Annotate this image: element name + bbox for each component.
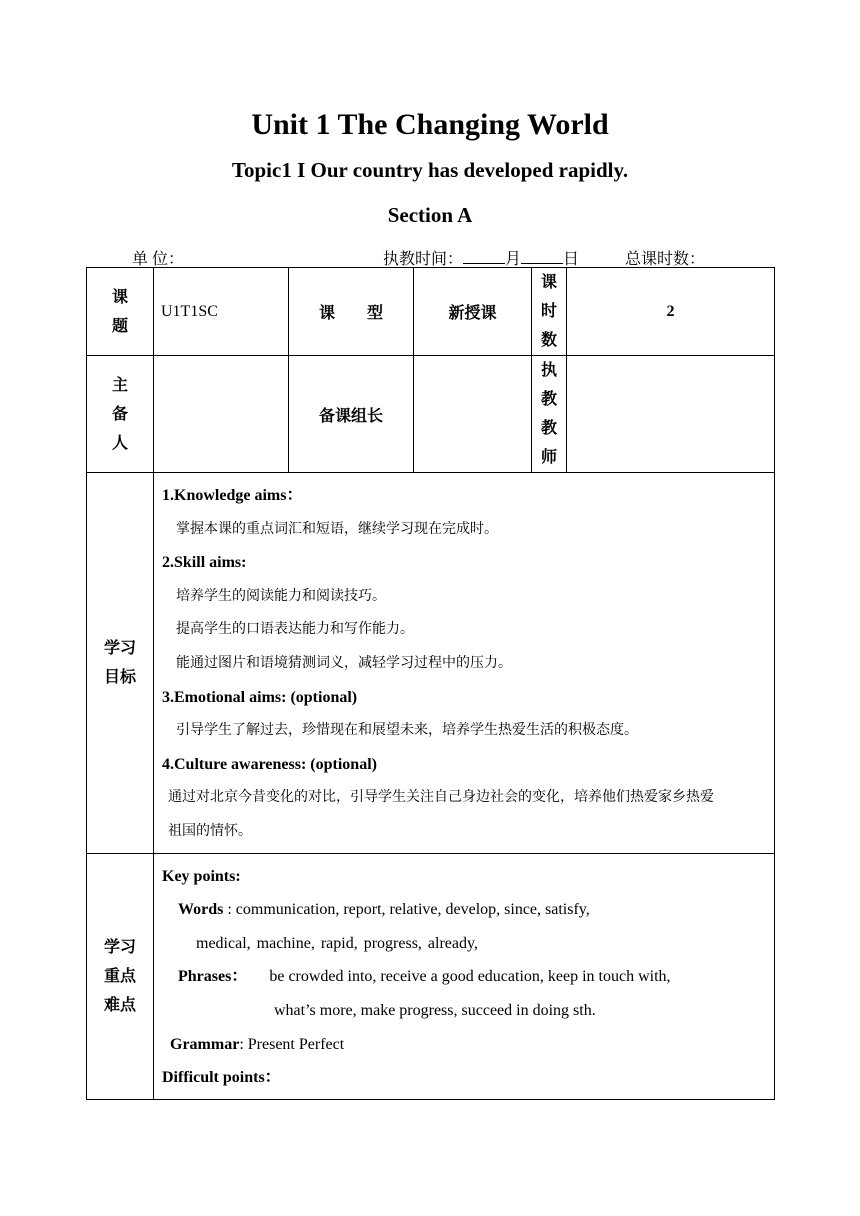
phrases-list: be crowded into, receive a good education, keep in touch with,: [269, 968, 671, 986]
hours-label-cell: 课 时 数: [532, 268, 567, 356]
words-label: Words: [178, 901, 224, 919]
culture-awareness-item: 祖国的情怀。: [168, 823, 252, 839]
words-list: : communication, report, relative, develop, since, satisfy,: [223, 901, 590, 919]
total-hours-label: 总课时数：: [625, 251, 706, 268]
month-label: 月: [505, 251, 522, 268]
table-row: [87, 853, 775, 1099]
group-leader-value: [414, 356, 532, 473]
keypoints-content: [154, 853, 775, 1099]
main-preparer-label: 主 备 人: [87, 356, 154, 473]
skill-aims-heading: 2.Skill aims:: [162, 554, 247, 572]
emotional-aims-heading: 3.Emotional aims: (optional): [162, 688, 358, 706]
goals-label: 学习 目标: [87, 473, 154, 854]
teaching-time-label: 执教时间：: [383, 251, 464, 268]
lesson-type-label: 课 型: [289, 268, 414, 356]
table-row: [87, 473, 775, 854]
lesson-type-value: 新授课: [414, 268, 532, 356]
month-blank: [463, 249, 505, 264]
teacher-label: 执 教 教 师: [532, 356, 567, 473]
grammar-label: Grammar: [170, 1035, 240, 1053]
knowledge-aims-heading: 1.Knowledge aims：: [162, 487, 303, 504]
day-label: 日: [563, 251, 580, 268]
goals-content: [154, 473, 775, 854]
table-row: [87, 268, 775, 356]
grammar-line: [162, 1028, 774, 1062]
document-title: Unit 1 The Changing World: [251, 108, 609, 141]
phrases-list-continued: what’s more, make progress, succeed in doing sth.: [274, 1001, 596, 1019]
skill-aim-item: 能通过图片和语境猜测词义，减轻学习过程中的压力。: [176, 655, 512, 671]
grammar-value: : Present Perfect: [239, 1035, 345, 1053]
topic-title: Topic1 I Our country has developed rapidly.: [231, 158, 629, 182]
topic-label-cell: 课 题: [87, 268, 154, 356]
section-title: Section A: [387, 203, 473, 227]
day-blank: [521, 249, 563, 264]
group-leader-label: 备课组长: [289, 356, 414, 473]
lesson-plan-table: [86, 267, 775, 1100]
words-line: [162, 893, 774, 927]
teaching-time: [383, 246, 579, 269]
knowledge-aim-item: 掌握本课的重点词汇和短语，继续学习现在完成时。: [176, 521, 498, 537]
culture-awareness-heading: 4.Culture awareness: (optional): [162, 755, 377, 773]
topic-value: U1T1SC: [154, 268, 289, 356]
culture-awareness-item: 通过对北京今昔变化的对比，引导学生关注自己身边社会的变化，培养他们热爱家乡热爱: [168, 790, 714, 806]
hours-value: 2: [567, 268, 775, 356]
table-row: [87, 356, 775, 473]
unit-label: 单 位：: [132, 251, 185, 268]
difficult-points-heading: Difficult points：: [162, 1069, 281, 1087]
keypoints-label: 学习 重点 难点: [87, 853, 154, 1099]
key-points-heading: Key points:: [162, 867, 241, 885]
phrases-line: [162, 960, 774, 994]
teacher-value: [567, 356, 775, 473]
phrases-label: Phrases：: [178, 968, 248, 986]
words-list-continued: medical, machine, rapid, progress, already,: [196, 934, 478, 952]
emotional-aim-item: 引导学生了解过去，珍惜现在和展望未来，培养学生热爱生活的积极态度。: [176, 723, 638, 739]
main-preparer-value: [154, 356, 289, 473]
skill-aim-item: 培养学生的阅读能力和阅读技巧。: [176, 588, 386, 604]
skill-aim-item: 提高学生的口语表达能力和写作能力。: [176, 622, 414, 638]
